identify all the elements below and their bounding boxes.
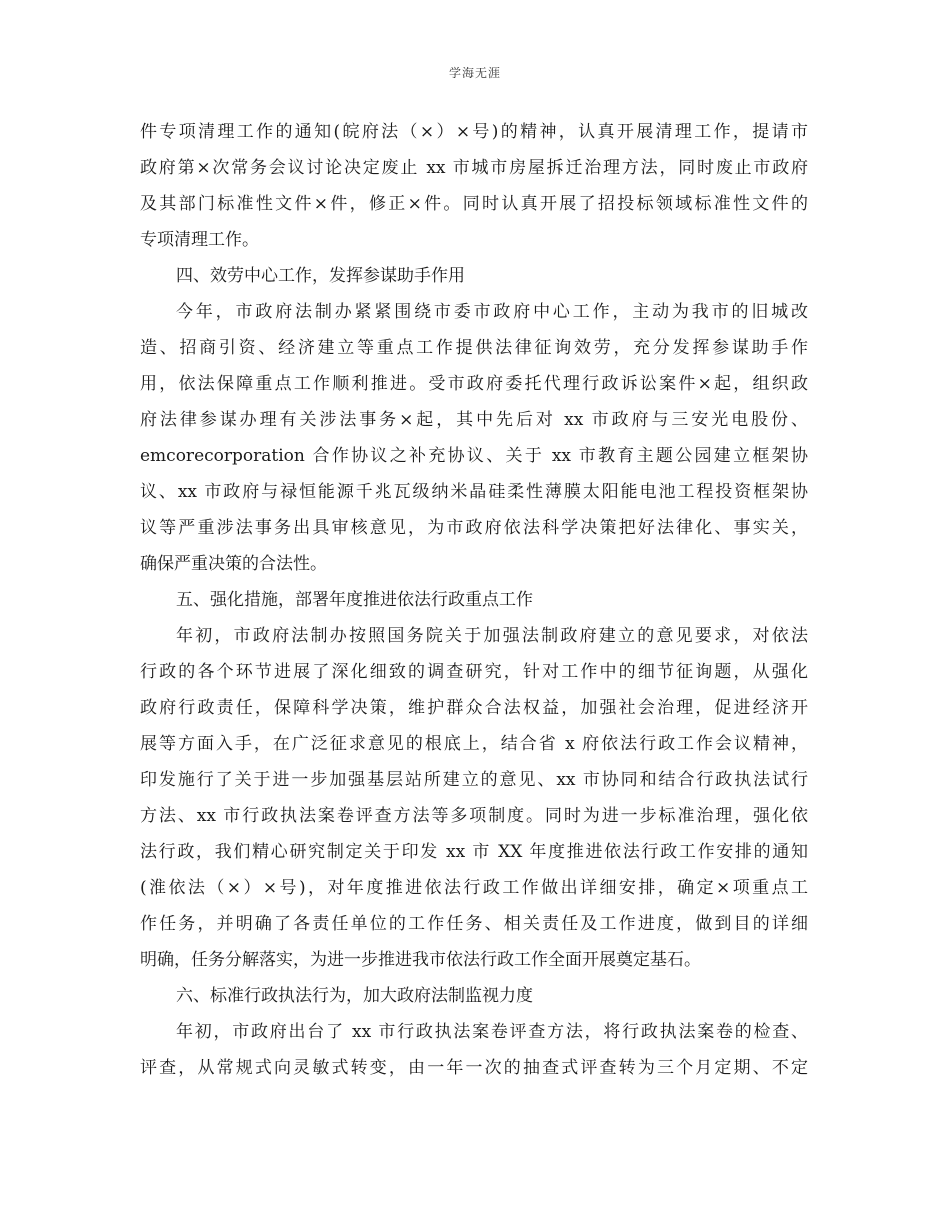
paragraph-line: emcorecorporation 合作协议之补充协议、关于 xx 市教育主题公园建立框架协 xyxy=(140,446,808,466)
paragraph-line: 法行政，我们精心研究制定关于印发 xx 市 XX 年度推进依法行政工作安排的通知 xyxy=(140,842,808,862)
paragraph-line: 政府行政责任，保障科学决策，维护群众合法权益，加强社会治理，促进经济开 xyxy=(140,698,808,718)
paragraph-line: 评查，从常规式向灵敏式转变，由一年一次的抽查式评查转为三个月定期、不定 xyxy=(140,1058,808,1078)
paragraph-line: 方法、xx 市行政执法案卷评查方法等多项制度。同时为进一步标准治理，强化依 xyxy=(140,806,808,826)
paragraph-line: 今年，市政府法制办紧紧围绕市委市政府中心工作，主动为我市的旧城改 xyxy=(176,302,808,322)
section-heading: 六、标准行政执法行为，加大政府法制监视力度 xyxy=(176,986,533,1006)
paragraph-line: 专项清理工作。 xyxy=(140,230,259,250)
document-body xyxy=(140,114,808,1086)
paragraph-line: 议、xx 市政府与禄恒能源千兆瓦级纳米晶硅柔性薄膜太阳能电池工程投资框架协 xyxy=(140,482,808,502)
paragraph-line: 件专项清理工作的通知(皖府法（×）×号)的精神，认真开展清理工作，提请市 xyxy=(140,122,808,142)
paragraph-line: 年初，市政府出台了 xx 市行政执法案卷评查方法，将行政执法案卷的检查、 xyxy=(176,1022,808,1042)
paragraph-line: 用，依法保障重点工作顺利推进。受市政府委托代理行政诉讼案件×起，组织政 xyxy=(140,374,808,394)
paragraph-line: 政府第×次常务会议讨论决定废止 xx 市城市房屋拆迁治理方法，同时废止市政府 xyxy=(140,158,808,178)
paragraph-line: 印发施行了关于进一步加强基层站所建立的意见、xx 市协同和结合行政执法试行 xyxy=(140,770,808,790)
paragraph-line: 明确，任务分解落实，为进一步推进我市依法行政工作全面开展奠定基石。 xyxy=(140,950,701,970)
paragraph-line: 及其部门标准性文件×件，修正×件。同时认真开展了招投标领域标准性文件的 xyxy=(140,194,808,214)
paragraph-line: 议等严重涉法事务出具审核意见，为市政府依法科学决策把好法律化、事实关， xyxy=(140,518,808,538)
page-header: 学海无涯 xyxy=(448,66,501,80)
section-heading: 四、效劳中心工作，发挥参谋助手作用 xyxy=(176,266,465,286)
paragraph-line: 行政的各个环节进展了深化细致的调查研究，针对工作中的细节征询题，从强化 xyxy=(140,662,808,682)
paragraph-line: 展等方面入手，在广泛征求意见的根底上，结合省 x 府依法行政工作会议精神， xyxy=(140,734,808,754)
paragraph-line: 确保严重决策的合法性。 xyxy=(140,554,327,574)
section-heading: 五、强化措施，部署年度推进依法行政重点工作 xyxy=(176,590,533,610)
paragraph-line: 府法律参谋办理有关涉法事务×起，其中先后对 xx 市政府与三安光电股份、 xyxy=(140,410,808,430)
paragraph-line: (淮依法（×）×号)，对年度推进依法行政工作做出详细安排，确定×项重点工 xyxy=(140,878,808,898)
paragraph-line: 作任务，并明确了各责任单位的工作任务、相关责任及工作进度，做到目的详细 xyxy=(140,914,808,934)
paragraph-line: 年初，市政府法制办按照国务院关于加强法制政府建立的意见要求，对依法 xyxy=(176,626,808,646)
paragraph-line: 造、招商引资、经济建立等重点工作提供法律征询效劳，充分发挥参谋助手作 xyxy=(140,338,808,358)
